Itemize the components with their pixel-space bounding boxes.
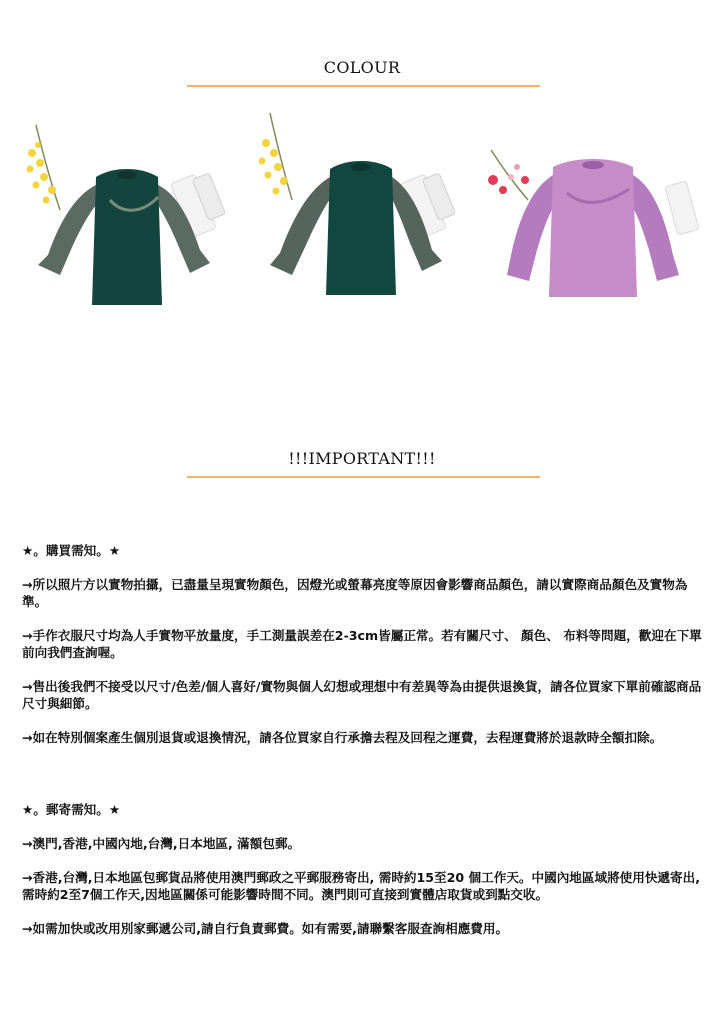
important-divider [187, 476, 540, 478]
flower-stem-icon [488, 150, 529, 200]
purchase-notice-heading: ★。購買需知。★ [22, 543, 121, 558]
flower-stem-icon [259, 113, 293, 200]
colour-heading: COLOUR [323, 58, 401, 77]
product-photos [18, 105, 718, 320]
product-photo-1 [18, 105, 243, 320]
purchase-notice-item: →售出後我們不接受以尺寸/色差/個人喜好/實物與個人幻想或理想中有差異等為由提供退換貨，請各位買家下單前確認商品尺寸與細節。 [22, 679, 702, 711]
shipping-notice-item: →澳門,香港,中國內地,台灣,日本地區, 滿額包郵。 [22, 836, 301, 851]
product-photo-2 [248, 105, 473, 320]
shipping-notice-heading: ★。郵寄需知。★ [22, 802, 121, 817]
product-photo-3 [483, 105, 708, 320]
shipping-notice [22, 801, 702, 937]
colour-divider [187, 85, 540, 87]
shipping-notice-item: →香港,台灣,日本地區包郵貨品將使用澳門郵政之平郵服務寄出, 需時約15至20 個工作天。中國內地區域將使用快遞寄出,需時約2至7個工作天,因地區關係可能影響時間不同。澳門則可直接到實體店取貨或到點交收。 [22, 870, 701, 902]
purchase-notice-item: →所以照片方以實物拍攝，已盡量呈現實物顏色，因燈光或螢幕亮度等原因會影響商品顏色，請以實際商品顏色及實物為準。 [22, 577, 688, 609]
flower-stem-icon [27, 125, 61, 210]
purchase-notice-item: →手作衣服尺寸均為人手實物平放量度，手工測量誤差在2-3cm皆屬正常。若有關尺寸、 顏色、 布料等問題，歡迎在下單前向我們查詢喔。 [22, 628, 702, 660]
important-heading: !!!IMPORTANT!!! [288, 449, 436, 468]
purchase-notice [22, 542, 702, 746]
purchase-notice-item: →如在特別個案產生個別退貨或退換情況，請各位買家自行承擔去程及回程之運費，去程運費將於退款時全額扣除。 [22, 730, 663, 745]
bottle-icon [665, 181, 699, 235]
top-garment-icon [507, 159, 679, 297]
shipping-notice-item: →如需加快或改用別家郵遞公司,請自行負責郵費。如有需要,請聯繫客服查詢相應費用。 [22, 921, 509, 936]
